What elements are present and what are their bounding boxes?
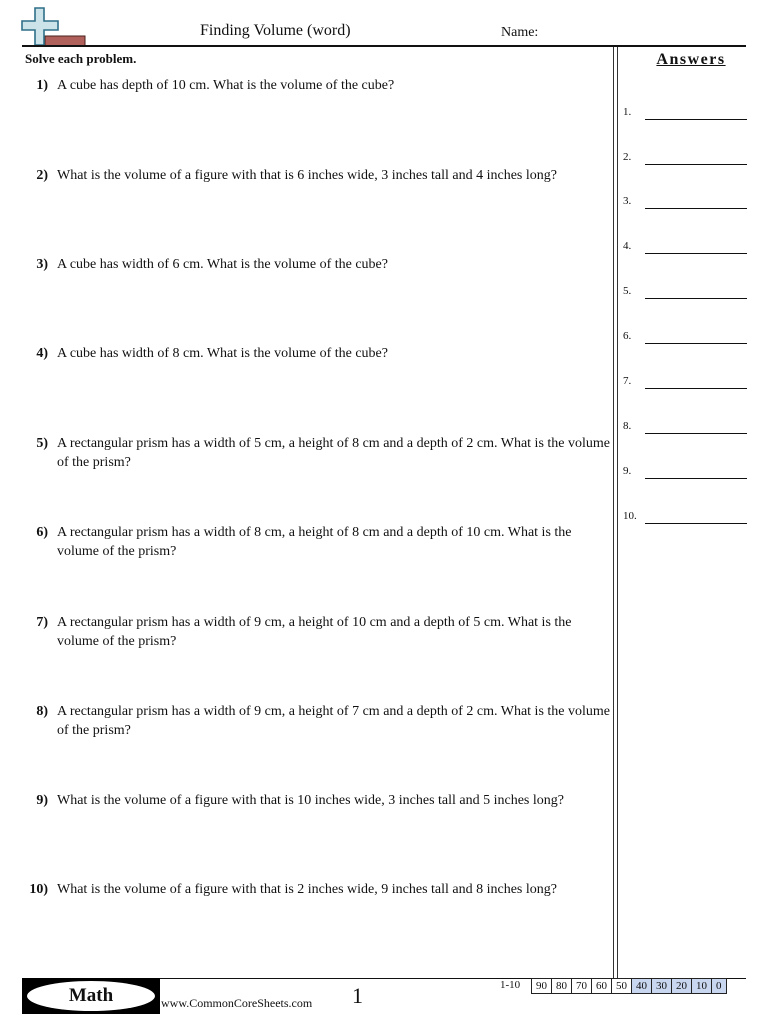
problem-text: A rectangular prism has a width of 8 cm, a height of 8 cm and a depth of 10 cm. What is the volume of the prism? — [57, 525, 572, 559]
score-cell: 60 — [592, 978, 612, 994]
name-label: Name: — [501, 25, 539, 40]
answer-label: 4. — [623, 240, 632, 252]
site-url: www.CommonCoreSheets.com — [161, 996, 313, 1010]
answer-blank-2[interactable] — [623, 149, 747, 165]
instructions: Solve each problem. — [25, 51, 137, 66]
score-cell: 0 — [712, 978, 727, 994]
problem-text: A rectangular prism has a width of 9 cm, a height of 10 cm and a depth of 5 cm. What is the volume of the prism? — [57, 615, 572, 649]
problem-2 — [20, 166, 612, 185]
answers-column-divider — [613, 47, 614, 978]
problem-number: 3) — [36, 257, 48, 272]
problem-number: 10) — [29, 882, 48, 897]
score-cell: 70 — [572, 978, 592, 994]
problem-number: 9) — [36, 793, 48, 808]
score-cell: 50 — [612, 978, 632, 994]
problem-4 — [20, 344, 612, 363]
score-cell: 20 — [672, 978, 692, 994]
answer-blank-6[interactable] — [623, 328, 747, 344]
worksheet-title: Finding Volume (word) — [200, 22, 351, 39]
answers-column-divider — [617, 47, 618, 978]
math-label: Math — [27, 981, 155, 1011]
problem-5 — [20, 434, 612, 472]
answer-blank-1[interactable] — [623, 104, 747, 120]
problem-text: A cube has width of 6 cm. What is the volume of the cube? — [57, 257, 388, 272]
problem-text: A cube has depth of 10 cm. What is the volume of the cube? — [57, 78, 395, 93]
answer-blank-8[interactable] — [623, 418, 747, 434]
problem-text: A cube has width of 8 cm. What is the volume of the cube? — [57, 346, 388, 361]
answer-blank-7[interactable] — [623, 373, 747, 389]
answer-blank-4[interactable] — [623, 238, 747, 254]
problem-number: 5) — [36, 436, 48, 451]
score-cell: 10 — [692, 978, 712, 994]
answer-label: 2. — [623, 151, 632, 163]
problem-6 — [20, 523, 612, 561]
answer-blank-10[interactable] — [623, 508, 747, 524]
score-table — [531, 978, 727, 994]
answer-label: 5. — [623, 285, 632, 297]
problem-text: What is the volume of a figure with that is 2 inches wide, 9 inches tall and 8 inches long? — [57, 882, 557, 897]
answer-blank-9[interactable] — [623, 463, 747, 479]
problem-1 — [20, 76, 612, 95]
problem-8 — [20, 702, 612, 740]
answer-label: 1. — [623, 106, 632, 118]
answer-label: 8. — [623, 420, 632, 432]
problem-3 — [20, 255, 612, 274]
score-cell: 40 — [632, 978, 652, 994]
answer-label: 6. — [623, 330, 632, 342]
header-divider — [22, 45, 746, 47]
problem-number: 6) — [36, 525, 48, 540]
problem-text: What is the volume of a figure with that is 10 inches wide, 3 inches tall and 5 inches long? — [57, 793, 564, 808]
answer-label: 7. — [623, 375, 632, 387]
problem-text: What is the volume of a figure with that is 6 inches wide, 3 inches tall and 4 inches long? — [57, 168, 557, 183]
problem-7 — [20, 613, 612, 651]
score-range-label: 1-10 — [500, 979, 521, 991]
answer-blank-5[interactable] — [623, 283, 747, 299]
problem-10 — [20, 880, 612, 899]
problem-text: A rectangular prism has a width of 5 cm, a height of 8 cm and a depth of 2 cm. What is the volume of the prism? — [57, 436, 610, 470]
score-cell: 80 — [552, 978, 572, 994]
answer-label: 3. — [623, 195, 632, 207]
answer-blank-3[interactable] — [623, 193, 747, 209]
math-badge — [22, 978, 160, 1014]
answers-title: Answers — [656, 51, 726, 68]
plus-logo-icon — [20, 6, 86, 48]
score-cell: 30 — [652, 978, 672, 994]
problem-number: 8) — [36, 704, 48, 719]
problem-9 — [20, 791, 612, 810]
page-number: 1 — [352, 983, 363, 1008]
problem-number: 2) — [36, 168, 48, 183]
score-cell: 90 — [531, 978, 552, 994]
answer-label: 9. — [623, 465, 632, 477]
problem-number: 4) — [36, 346, 48, 361]
answer-label: 10. — [623, 510, 637, 522]
problem-number: 1) — [36, 78, 48, 93]
problem-number: 7) — [36, 615, 48, 630]
problem-text: A rectangular prism has a width of 9 cm, a height of 7 cm and a depth of 2 cm. What is the volume of the prism? — [57, 704, 610, 738]
